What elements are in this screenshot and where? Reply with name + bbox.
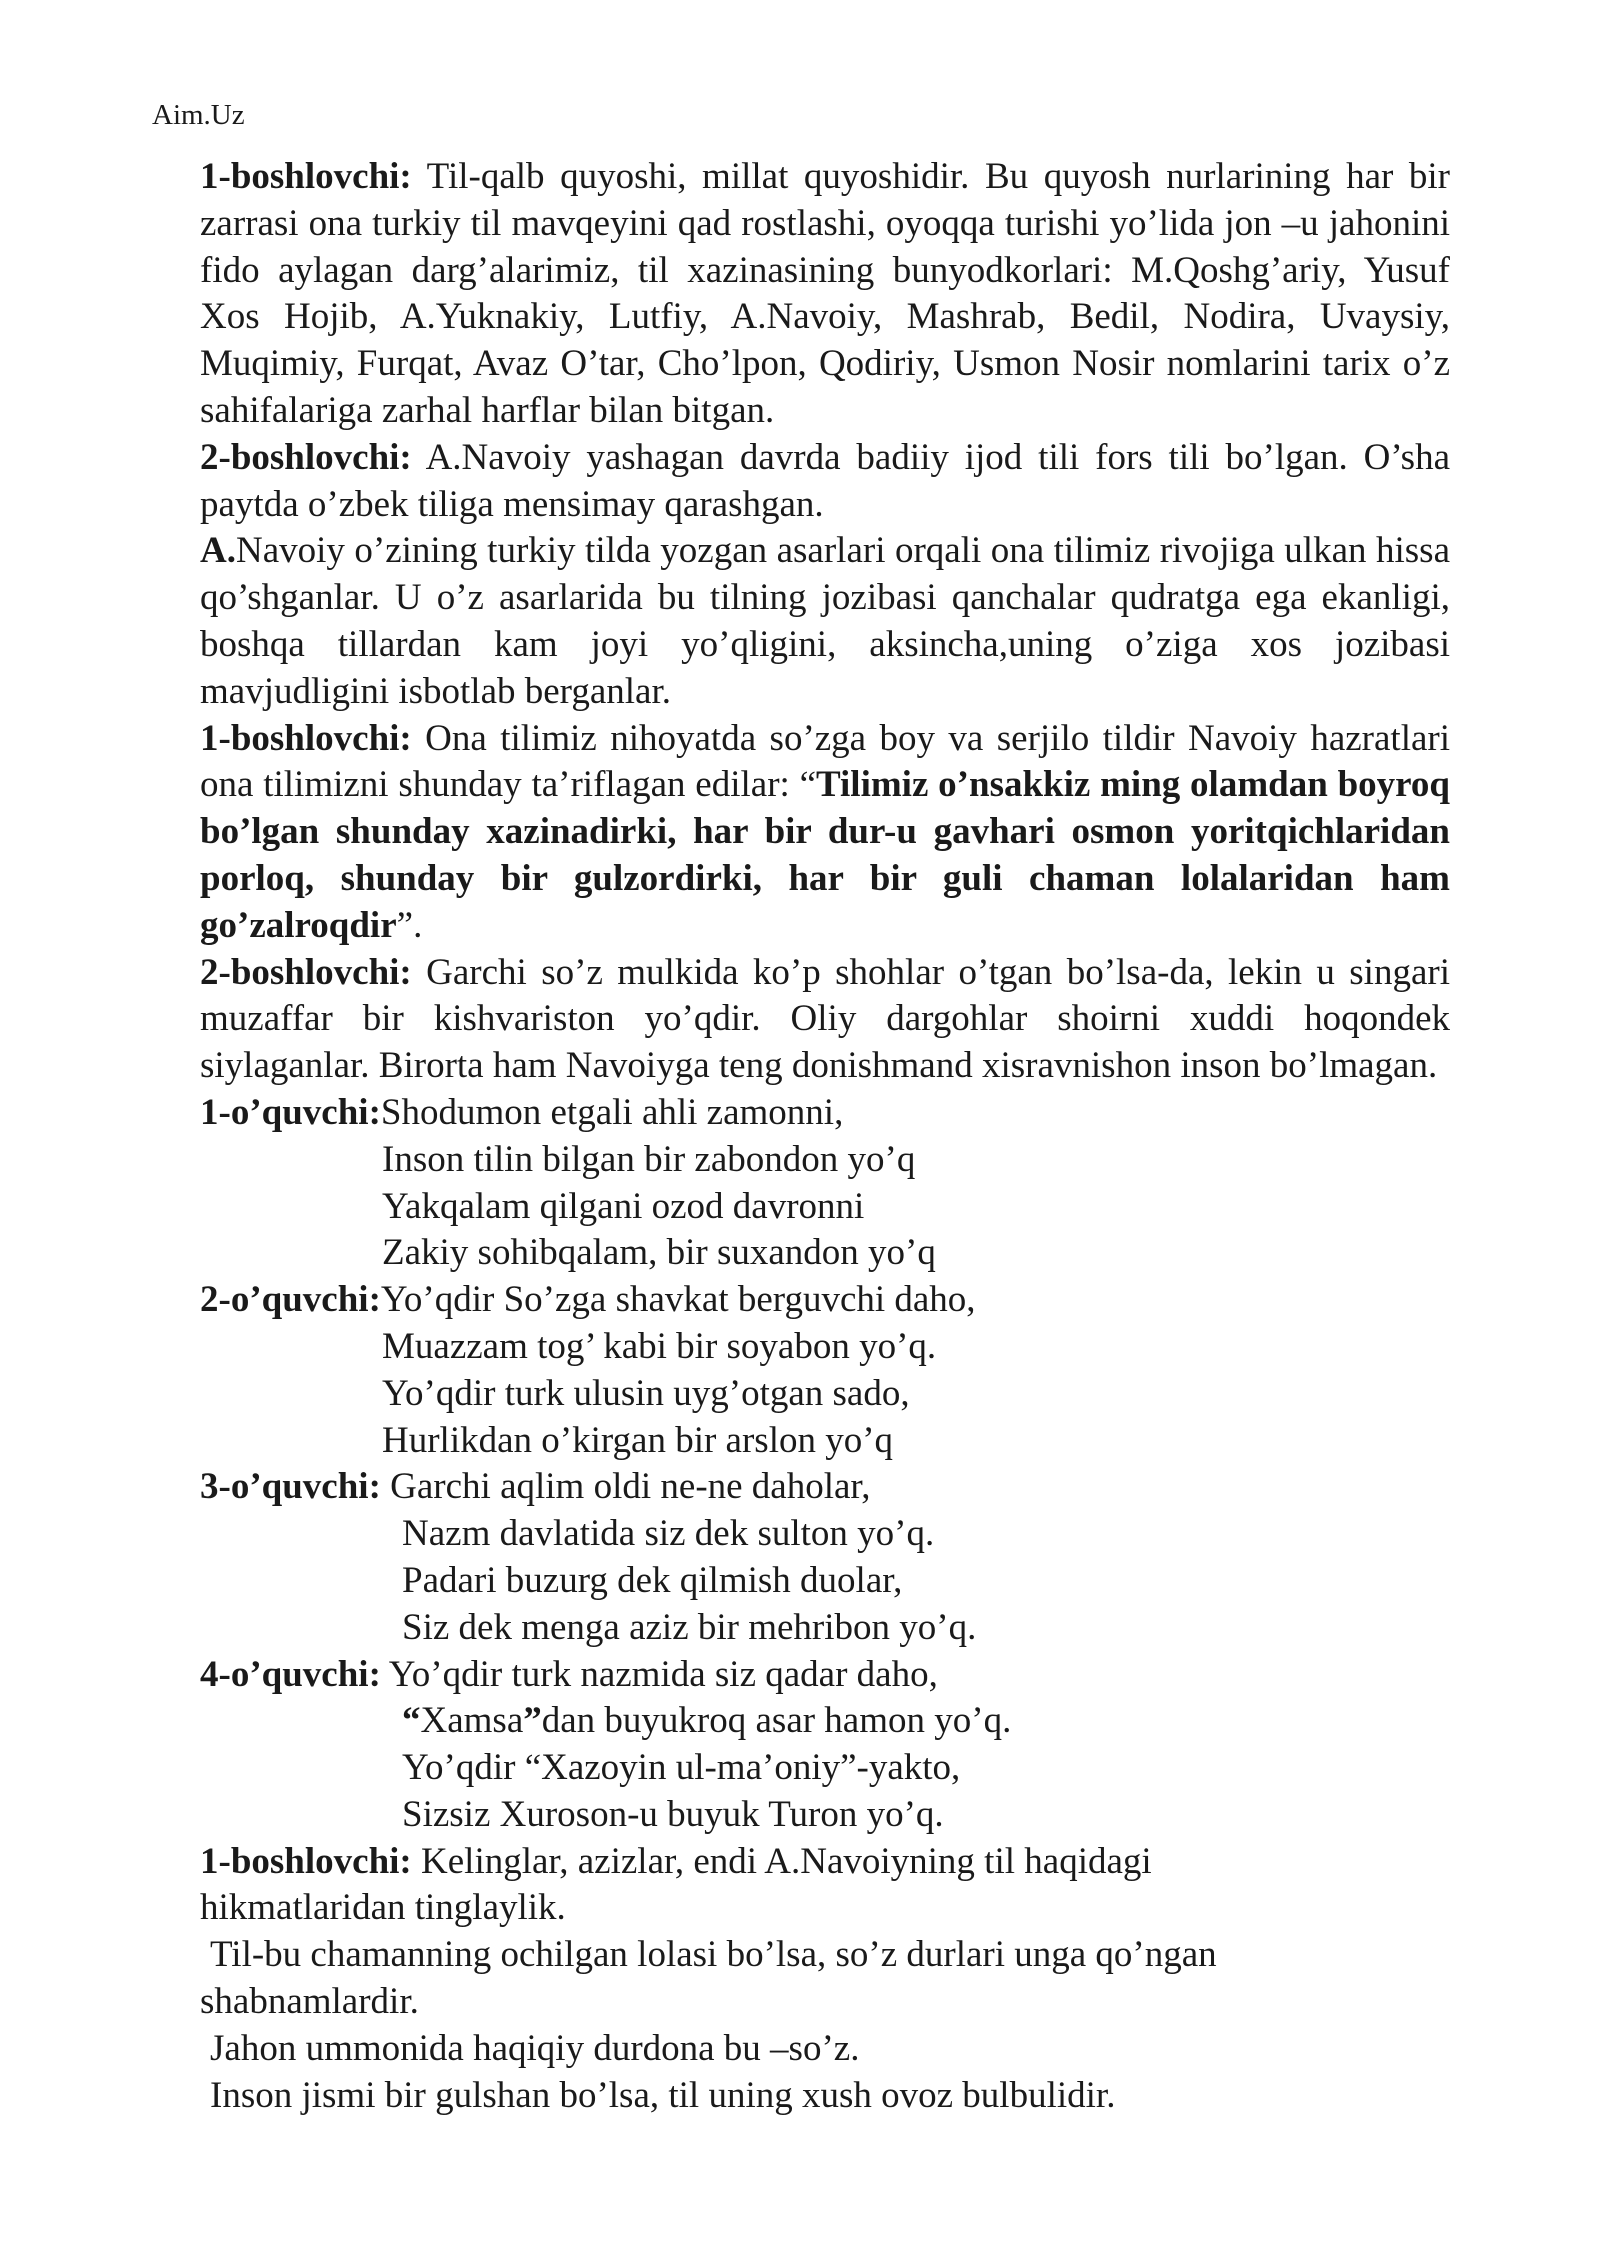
speaker-label: 2-o’quvchi: <box>200 1279 381 1321</box>
poem-line: Yakqalam qilgani ozod davronni <box>382 1185 865 1227</box>
poem-line: Nazm davlatida siz dek sulton yo’q. <box>402 1513 935 1555</box>
paragraph-lead: A. <box>200 530 236 572</box>
quote-end: ”. <box>396 904 423 946</box>
navoiy-quote: Tilimiz o’nsakkiz ming olamdan boyroq bo’lgan shunday xazinadirki, har bir dur-u gavhari osmon yoritqichlaridan porloq, shunday bir gulzordirki, har bir guli chaman lolalaridan ham go’zalroqdir <box>200 764 1450 946</box>
saying-line: Jahon ummonida haqiqiy durdona bu –so’z. <box>210 2027 860 2069</box>
poem-line: 2-o’quvchi:Yo’qdir So’zga shavkat berguvchi daho, <box>200 1279 976 1321</box>
paragraph-text-continued: hikmatlaridan tinglaylik. <box>200 1887 566 1929</box>
paragraph-text: Kelinglar, azizlar, endi A.Navoiyning til haqidagi <box>411 1840 1152 1882</box>
poem-line: Yo’qdir turk ulusin uyg’otgan sado, <box>382 1372 910 1414</box>
site-header: Aim.Uz <box>152 99 245 131</box>
poem-reader1 <box>200 1090 1450 1277</box>
poem-line: 3-o’quvchi: Garchi aqlim oldi ne-ne daholar, <box>200 1466 871 1508</box>
speaker-label: 4-o’quvchi: <box>200 1653 381 1695</box>
poem-line: 4-o’quvchi: Yo’qdir turk nazmida siz qadar daho, <box>200 1653 938 1695</box>
paragraph-host2-shohlar <box>200 950 1450 1090</box>
speaker-label: 1-o’quvchi: <box>200 1091 381 1133</box>
saying-line: Til-bu chamanning ochilgan lolasi bo’lsa, so’z durlari unga qo’ngan <box>210 1934 1217 1976</box>
navoiy-sayings <box>200 1932 1450 2119</box>
speaker-label: 1-boshlovchi: <box>200 1840 412 1882</box>
speaker-label: 1-boshlovchi: <box>200 156 412 197</box>
saying-line: shabnamlardir. <box>200 1981 419 2023</box>
poem-line: Siz dek menga aziz bir mehribon yo’q. <box>402 1606 977 1648</box>
paragraph-host1-closing <box>200 1839 1450 1886</box>
speaker-label: 2-boshlovchi: <box>200 951 412 993</box>
paragraph-text: Navoiy o’zining turkiy tilda yozgan asarlari orqali ona tilimiz rivojiga ulkan hissa qo’shganlar. U o’z asarlarida bu tilning jozibasi qanchalar qudratga ega ekanligi, boshqa tillardan kam joyi yo’qligini, aksincha,uning o’ziga xos jozibasi mavjudligini isbotlab berganlar. <box>200 530 1450 712</box>
poem-line: Zakiy sohibqalam, bir suxandon yo’q <box>382 1232 936 1274</box>
speaker-label: 3-o’quvchi: <box>200 1466 381 1508</box>
poem-line: Padari buzurg dek qilmish duolar, <box>402 1559 903 1601</box>
paragraph-navoiy <box>200 528 1450 715</box>
poem-line: Muazzam tog’ kabi bir soyabon yo’q. <box>382 1325 937 1367</box>
paragraph-host1-quote <box>200 716 1450 950</box>
paragraph-host2-intro <box>200 435 1450 529</box>
poem-line: Hurlikdan o’kirgan bir arslon yo’q <box>382 1419 894 1461</box>
paragraph-text: Ona tilimiz nihoyatda so’zga boy va serjilo tildir Navoiy hazratlari ona tilimizni shunday ta’riflagan edilar: “ <box>200 717 1450 806</box>
poem-reader4 <box>200 1652 1450 1839</box>
paragraph-text: A.Navoiy yashagan davrda badiiy ijod tili fors tili bo’lgan. O’sha paytda o’zbek tiliga mensimay qarashgan. <box>200 436 1450 525</box>
document-body <box>200 154 1450 2119</box>
poem-line: Yo’qdir “Xazoyin ul-ma’oniy”-yakto, <box>402 1747 961 1789</box>
poem-line: Inson tilin bilgan bir zabondon yo’q <box>382 1138 916 1180</box>
paragraph-text: Til-qalb quyoshi, millat quyoshidir. Bu quyosh nurlarining har bir zarrasi ona turkiy til mavqeyini qad rostlashi, oyoqqa turishi yo’lida jon –u jahonini fido aylagan darg’alarimiz, til xazinasining bunyodkorlari: M.Qoshg’ariy, Yusuf Xos Hojib, A.Yuknakiy, Lutfiy, A.Navoiy, Mashrab, Bedil, Nodira, Uvaysiy, Muqimiy, Furqat, Avaz O’tar, Cho’lpon, Qodiriy, Usmon Nosir nomlarini tarix o’z sahifalariga zarhal harflar bilan bitgan. <box>200 156 1450 431</box>
speaker-label: 2-boshlovchi: <box>200 436 412 478</box>
poem-line: “Xamsa”dan buyukroq asar hamon yo’q. <box>402 1700 1012 1742</box>
paragraph-text: Garchi so’z mulkida ko’p shohlar o’tgan bo’lsa-da, lekin u singari muzaffar bir kishvariston yo’qdir. Oliy dargohlar shoirni xuddi hoqondek siylaganlar. Birorta ham Navoiyga teng donishmand xisravnishon inson bo’lmagan. <box>200 951 1450 1087</box>
poem-reader2 <box>200 1277 1450 1464</box>
saying-line: Inson jismi bir gulshan bo’lsa, til uning xush ovoz bulbulidir. <box>210 2074 1116 2116</box>
poem-line: Sizsiz Xuroson-u buyuk Turon yo’q. <box>402 1793 944 1835</box>
poem-line: 1-o’quvchi:Shodumon etgali ahli zamonni, <box>200 1091 844 1133</box>
speaker-label: 1-boshlovchi: <box>200 717 412 759</box>
paragraph-host1-intro <box>200 154 1450 435</box>
poem-reader3 <box>200 1464 1450 1651</box>
